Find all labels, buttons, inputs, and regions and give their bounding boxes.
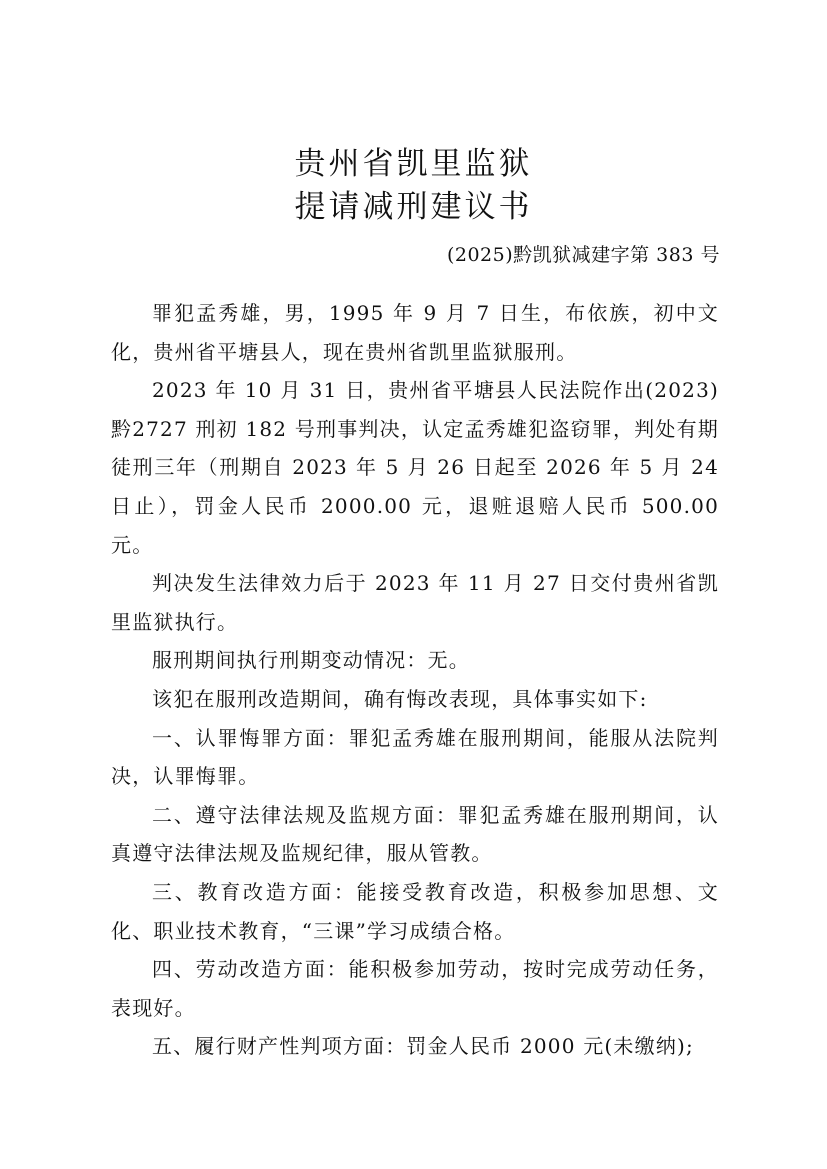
paragraph-section-4: 四、劳动改造方面：能积极参加劳动，按时完成劳动任务，表现好。 [111,957,719,1020]
paragraph-section-1: 一、认罪悔罪方面：罪犯孟秀雄在服刑期间，能服从法院判决，认罪悔罪。 [111,725,719,789]
document-title-line2: 提请减刑建议书 [294,189,533,225]
paragraph-section-2: 二、遵守法律法规及监规方面：罪犯孟秀雄在服刑期间，认真遵守法律法规及监规纪律，服从管教。 [111,802,719,866]
document-number: (2025)黔凯狱减建字第 383 号 [446,244,720,266]
document-title-line1: 贵州省凯里监狱 [294,146,533,182]
paragraph-judgment: 2023 年 10 月 31 日，贵州省平塘县人民法院作出(2023)黔2727 刑初 182 号刑事判决，认定孟秀雄犯盗窃罪，判处有期徒刑三年（刑期自 2023 年 5 月 26 日起至 2026 年 5 月 24 日止），罚金人民币 2000.00 元，退赃退赔人民币 500.00 元。 [111,378,719,557]
paragraph-sentence-change: 服刑期间执行刑期变动情况：无。 [152,648,470,673]
paragraph-section-3: 三、教育改造方面：能接受教育改造，积极参加思想、文化、职业技术教育，“三课”学习成绩合格。 [111,879,719,943]
paragraph-delivery: 判决发生法律效力后于 2023 年 11 月 27 日交付贵州省凯里监狱执行。 [111,571,719,634]
paragraph-criminal-info: 罪犯孟秀雄，男，1995 年 9 月 7 日生，布依族，初中文化，贵州省平塘县人，现在贵州省凯里监狱服刑。 [111,301,719,364]
paragraph-repentance-intro: 该犯在服刑改造期间，确有悔改表现，具体事实如下: [152,686,648,711]
document-body [111,294,719,1066]
paragraph-section-5: 五、履行财产性判项方面：罚金人民币 2000 元(未缴纳); [152,1034,694,1059]
